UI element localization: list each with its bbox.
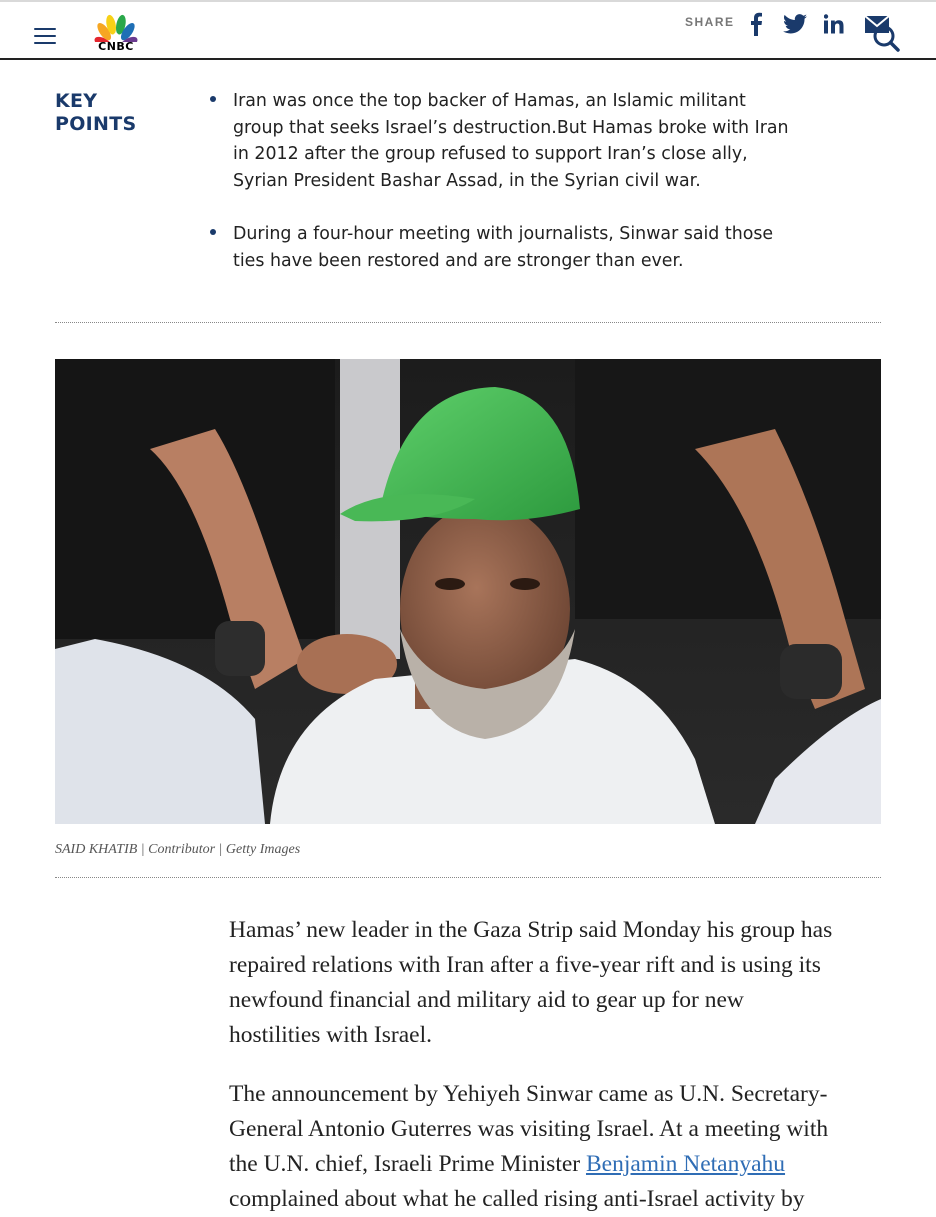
article-paragraph: Hamas’ new leader in the Gaza Strip said Monday his group has repaired relations with Iran after a five-year rift and is using its newfound financial and military aid to gear up for new hostilities with Israel. [229, 917, 833, 1048]
linkedin-icon[interactable] [823, 10, 845, 38]
key-point-text: During a four-hour meeting with journalists, Sinwar said those ties have been restored and are stronger than ever. [233, 224, 774, 271]
hamburger-menu-icon[interactable] [34, 28, 56, 46]
key-points-title [55, 90, 137, 136]
paragraph-text: complained about what he called rising anti-Israel activity by [229, 1186, 805, 1212]
share-label: SHARE [685, 15, 735, 29]
key-point-item [210, 88, 800, 194]
photo-caption: SAID KHATIB | Contributor | Getty Images [55, 842, 301, 857]
key-point-text: Iran was once the top backer of Hamas, an Islamic militant group that seeks Israel’s destruction.But Hamas broke with Iran in 2012 after the group refused to support Iran’s close ally, Syrian President Bashar Assad, in the Syrian civil war. [233, 91, 789, 191]
peacock-icon [88, 12, 144, 42]
bullet-icon [210, 96, 216, 102]
facebook-icon[interactable] [747, 10, 765, 38]
email-search-icon[interactable] [864, 14, 900, 54]
key-points-title-line1: KEY [55, 90, 98, 112]
key-points-title-line2: POINTS [55, 113, 137, 135]
key-point-item [210, 221, 800, 274]
logo-text: CNBC [98, 40, 134, 53]
article-photo [55, 359, 881, 824]
bullet-icon [210, 229, 216, 235]
twitter-icon[interactable] [782, 10, 808, 38]
cnbc-logo[interactable] [88, 12, 144, 54]
article-paragraph [229, 1077, 839, 1217]
divider [55, 877, 881, 878]
person-link-benjamin-netanyahu[interactable]: Benjamin Netanyahu [585, 1151, 786, 1177]
paragraph-text: The announcement by Yehiyeh Sinwar came as U.N. Secretary-General Antonio Guterres was visiting Israel. At a meeting with the U.N. chief, Israeli Prime Minister [229, 1081, 829, 1177]
divider [55, 322, 881, 323]
site-header [0, 0, 936, 60]
key-points-list [210, 88, 800, 274]
